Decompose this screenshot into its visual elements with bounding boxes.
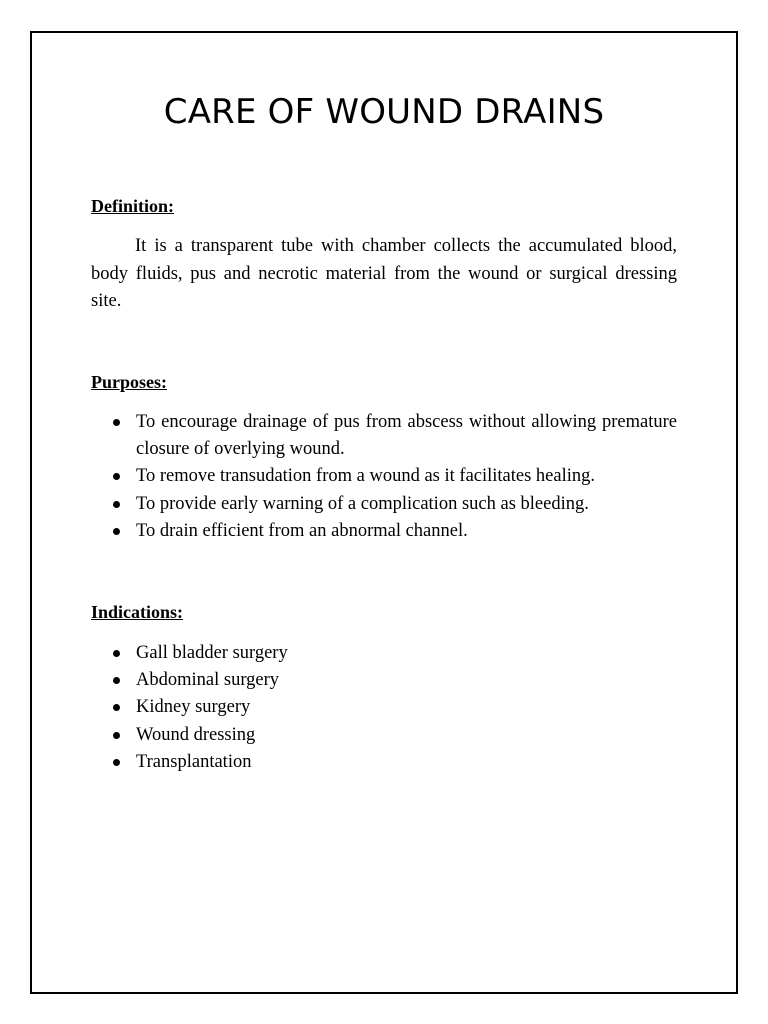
list-item-text: To drain efficient from an abnormal channel. — [136, 520, 468, 541]
bullet-icon — [113, 473, 120, 480]
list-item-text: To remove transudation from a wound as it facilitates healing. — [136, 466, 596, 487]
bullet-icon — [113, 732, 120, 739]
list-item-text: To encourage drainage of pus from abscess without allowing premature closure of overlying wound. — [136, 412, 677, 460]
list-item — [91, 640, 677, 667]
list-item-text: Wound dressing — [136, 724, 256, 745]
list-item-text: Abdominal surgery — [136, 670, 280, 691]
bullet-icon — [113, 501, 120, 508]
list-item — [91, 518, 677, 545]
list-item — [91, 667, 677, 694]
indications-list — [91, 640, 677, 776]
purposes-list — [91, 409, 677, 545]
list-item-text: Kidney surgery — [136, 697, 251, 718]
page-title: CARE OF WOUND DRAINS — [163, 92, 605, 132]
bullet-icon — [113, 677, 120, 684]
list-item — [91, 749, 677, 776]
definition-heading: Definition: — [91, 196, 174, 216]
list-item-text: Transplantation — [136, 751, 252, 772]
definition-text: It is a transparent tube with chamber collects the accumulated blood, body fluids, pus and necrotic material from the wound or surgical dressing site. — [91, 236, 677, 311]
bullet-icon — [113, 528, 120, 535]
bullet-icon — [113, 650, 120, 657]
list-item-text: To provide early warning of a complication such as bleeding. — [136, 493, 589, 514]
list-item-text: Gall bladder surgery — [136, 643, 288, 663]
indications-heading: Indications: — [91, 602, 184, 622]
bullet-icon — [113, 704, 120, 711]
bullet-icon — [113, 419, 120, 426]
list-item — [91, 694, 677, 721]
list-item — [91, 491, 677, 518]
list-item — [91, 722, 677, 749]
list-item — [91, 463, 677, 490]
bullet-icon — [113, 759, 120, 766]
list-item — [91, 409, 677, 463]
purposes-heading: Purposes: — [91, 372, 167, 392]
